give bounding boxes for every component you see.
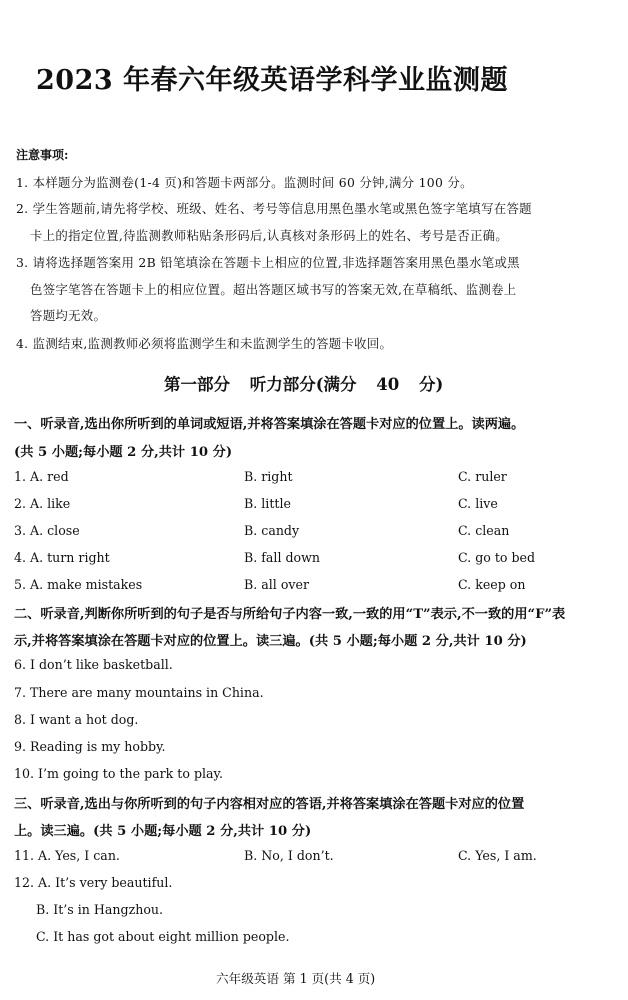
notice-line: 色签字笔答在答题卡上的相应位置。超出答题区域书写的答案无效,在草稿纸、监测卷上 — [30, 282, 517, 297]
notice-line: 4. 监测结束,监测教师必须将监测学生和未监测学生的答题卡收回。 — [16, 336, 393, 351]
question-sentence: 9. Reading is my hobby. — [14, 739, 166, 754]
question-sentence: 6. I don’t like basketball. — [14, 657, 173, 672]
notice-line: 2. 学生答题前,请先将学校、班级、姓名、考号等信息用黑色墨水笔或黑色签字笔填写在答题 — [16, 201, 532, 216]
question-option: B. right — [244, 469, 293, 484]
question-option: 5. A. make mistakes — [14, 577, 143, 592]
question-option: 2. A. like — [14, 496, 71, 511]
question-option: 11. A. Yes, I can. — [14, 848, 120, 863]
notice-line: 3. 请将选择题答案用 2B 铅笔填涂在答题卡上相应的位置,非选择题答案用黑色墨水笔或黑 — [16, 255, 520, 270]
notice-line: 答题均无效。 — [30, 308, 107, 323]
part2-instruction: 二、听录音,判断你所听到的句子是否与所给句子内容一致,一致的用“T”表示,不一致的用“F”表 — [14, 607, 566, 622]
question-option: C. keep on — [458, 577, 526, 592]
question-option: C. clean — [458, 523, 510, 538]
question-sentence: 10. I’m going to the park to play. — [14, 766, 223, 781]
part1-instruction: (共 5 小题;每小题 2 分,共计 10 分) — [14, 445, 233, 460]
question-option: B. fall down — [244, 550, 321, 565]
question-option: C. go to bed — [458, 550, 536, 565]
question-option: B. all over — [244, 577, 309, 592]
part2-instruction: 示,并将答案填涂在答题卡对应的位置上。读三遍。(共 5 小题;每小题 2 分,共计 10 分) — [14, 634, 527, 649]
part3-instruction: 上。读三遍。(共 5 小题;每小题 2 分,共计 10 分) — [14, 824, 312, 839]
question-option: C. Yes, I am. — [458, 848, 537, 863]
page-footer: 六年级英语 第 1 页(共 4 页) — [216, 971, 376, 986]
notice-heading: 注意事项: — [16, 148, 69, 162]
notice-line: 1. 本样题分为监测卷(1-4 页)和答题卡两部分。监测时间 60 分钟,满分 100 分。 — [16, 175, 473, 190]
notice-line: 卡上的指定位置,待监测教师粘贴条形码后,认真核对条形码上的姓名、考号是否正确。 — [30, 228, 509, 243]
question-option: B. little — [244, 496, 291, 511]
question-option: 3. A. close — [14, 523, 80, 538]
question-sentence: 8. I want a hot dog. — [14, 712, 139, 727]
question-option: C. live — [458, 496, 498, 511]
question-option: 1. A. red — [14, 469, 69, 484]
question-option: C. It has got about eight million people. — [36, 929, 290, 944]
question-option: 4. A. turn right — [14, 550, 110, 565]
question-sentence: 7. There are many mountains in China. — [14, 685, 264, 700]
exam-title: 2023 年春六年级英语学科学业监测题 — [36, 65, 509, 96]
question-option: 12. A. It’s very beautiful. — [14, 875, 173, 890]
question-option: C. ruler — [458, 469, 507, 484]
section-title: 第一部分 听力部分(满分 40 分) — [164, 375, 444, 394]
question-option: B. candy — [244, 523, 300, 538]
part3-instruction: 三、听录音,选出与你所听到的句子内容相对应的答语,并将答案填涂在答题卡对应的位置 — [14, 797, 525, 812]
part1-instruction: 一、听录音,选出你所听到的单词或短语,并将答案填涂在答题卡对应的位置上。读两遍。 — [14, 417, 525, 432]
question-option: B. No, I don’t. — [244, 848, 334, 863]
question-option: B. It’s in Hangzhou. — [36, 902, 164, 917]
